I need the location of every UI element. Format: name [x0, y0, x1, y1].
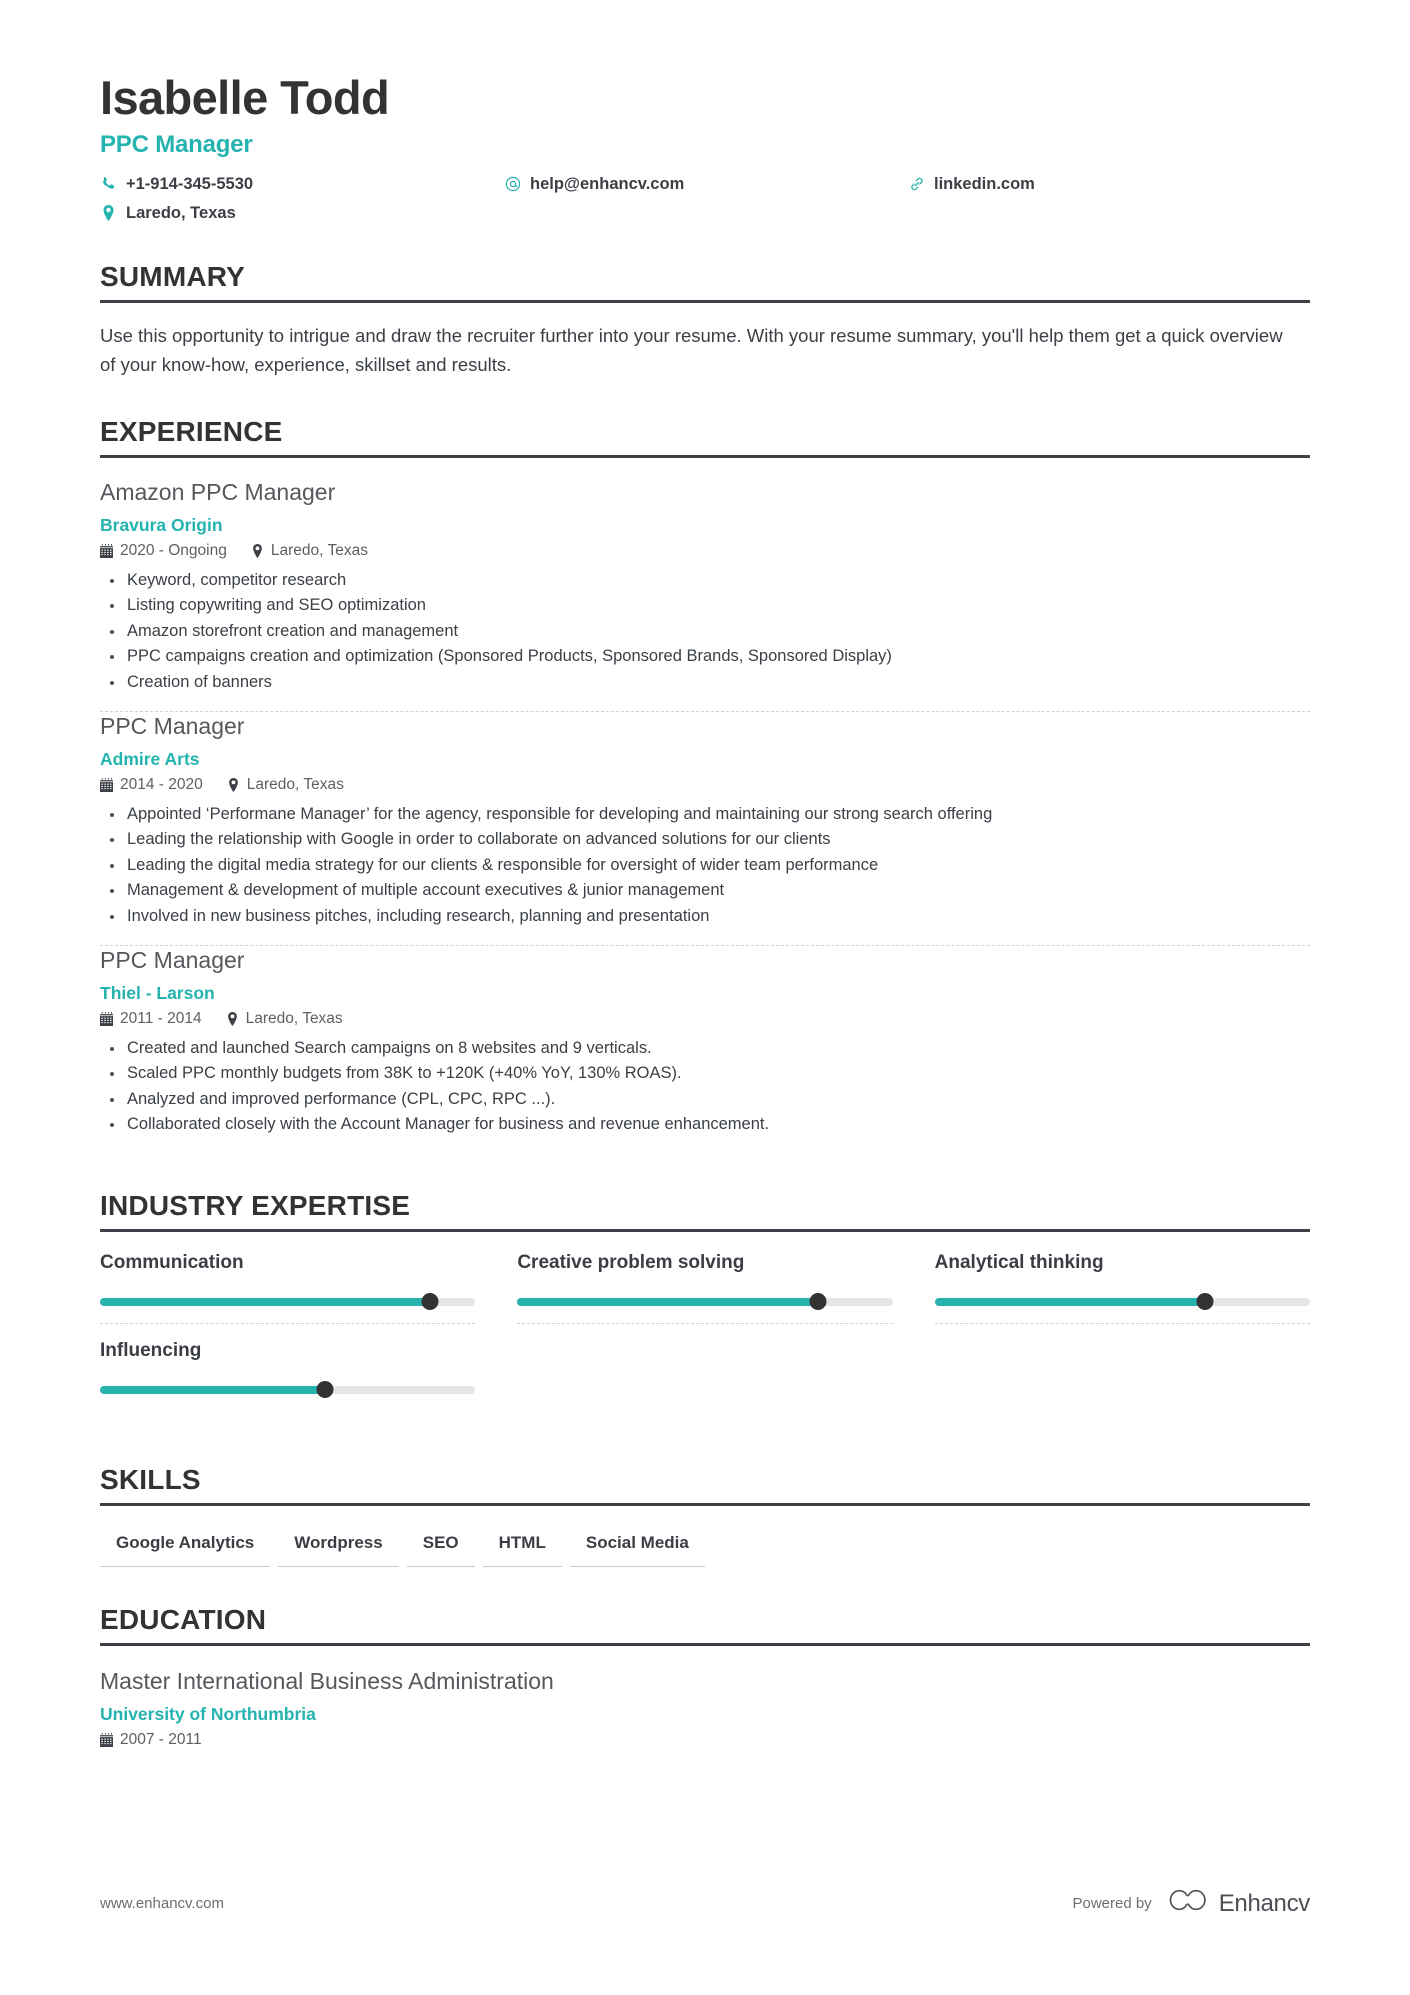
- experience-dates: [100, 1010, 202, 1028]
- experience-bullets: [100, 568, 1310, 695]
- section-heading-education: EDUCATION: [100, 1603, 267, 1635]
- powered-by-label: Powered by: [1072, 1895, 1152, 1912]
- calendar-icon: [100, 1733, 113, 1747]
- experience-location: [227, 776, 344, 794]
- list-item: Management & development of multiple account executives & junior management: [100, 878, 1310, 903]
- skill-chip: Wordpress: [278, 1528, 399, 1567]
- education-item: [100, 1667, 1310, 1750]
- experience-item: [100, 478, 1310, 711]
- experience-meta: [100, 542, 1310, 560]
- list-item: Collaborated closely with the Account Manager for business and revenue enhancement.: [100, 1112, 1310, 1137]
- expertise-item: [100, 1252, 475, 1324]
- experience-bullets: [100, 802, 1310, 929]
- phone-icon: [100, 176, 117, 191]
- experience-meta: [100, 776, 1310, 794]
- section-divider: [100, 300, 1310, 303]
- list-item: Leading the relationship with Google in order to collaborate on advanced solutions for our clients: [100, 827, 1310, 852]
- education-list: [100, 1667, 1310, 1750]
- experience-location: [226, 1010, 343, 1028]
- list-item: Appointed ‘Performane Manager’ for the agency, responsible for developing and maintaining our strong search offering: [100, 802, 1310, 827]
- location-icon: [100, 205, 117, 221]
- skill-chip: HTML: [483, 1528, 562, 1567]
- experience-dates-value: 2011 - 2014: [120, 1009, 202, 1027]
- list-item: Listing copywriting and SEO optimization: [100, 593, 1310, 618]
- education-dates-value: 2007 - 2011: [120, 1731, 202, 1749]
- experience-location-value: Laredo, Texas: [246, 775, 344, 793]
- slider-knob[interactable]: [317, 1381, 334, 1398]
- expertise-item: [100, 1340, 475, 1411]
- contact-phone-value: +1-914-345-5530: [126, 174, 254, 193]
- slider-fill: [935, 1298, 1205, 1306]
- experience-dates-value: 2014 - 2020: [120, 775, 203, 793]
- list-item: Created and launched Search campaigns on 8 websites and 9 verticals.: [100, 1036, 1310, 1061]
- experience-meta: [100, 1010, 1310, 1028]
- expertise-slider[interactable]: [935, 1293, 1310, 1309]
- expertise-item: [935, 1252, 1310, 1324]
- section-divider: [100, 1229, 1310, 1232]
- list-item: PPC campaigns creation and optimization (Sponsored Products, Sponsored Brands, Sponsored Display): [100, 644, 1310, 669]
- section-heading-skills: SKILLS: [100, 1463, 201, 1495]
- skills-list: [100, 1528, 1310, 1567]
- calendar-icon: [100, 778, 113, 792]
- section-skills: [100, 1465, 1310, 1567]
- expertise-label: Communication: [100, 1252, 244, 1274]
- enhancv-logo: [1166, 1888, 1310, 1919]
- experience-job-title: PPC Manager: [100, 946, 245, 973]
- experience-bullets: [100, 1036, 1310, 1138]
- experience-dates: [100, 542, 227, 560]
- page-title: Isabelle Todd: [100, 71, 390, 124]
- experience-dates-value: 2020 - Ongoing: [120, 541, 227, 559]
- experience-job-title: PPC Manager: [100, 713, 245, 740]
- contact-location: [100, 202, 504, 224]
- location-icon: [227, 778, 240, 792]
- section-heading-summary: SUMMARY: [100, 261, 246, 293]
- experience-location-value: Laredo, Texas: [245, 1009, 343, 1027]
- experience-location: [251, 542, 368, 560]
- list-item: Scaled PPC monthly budgets from 38K to +120K (+40% YoY, 130% ROAS).: [100, 1061, 1310, 1086]
- contact-phone[interactable]: [100, 173, 504, 195]
- section-heading-experience: EXPERIENCE: [100, 416, 283, 448]
- enhancv-mark-icon: [1166, 1888, 1210, 1919]
- experience-location-value: Laredo, Texas: [270, 541, 368, 559]
- expertise-slider[interactable]: [517, 1293, 892, 1309]
- section-divider: [100, 455, 1310, 458]
- footer-branding: [1072, 1888, 1310, 1919]
- contact-email-value: help@enhancv.com: [530, 174, 685, 193]
- education-school: University of Northumbria: [100, 1704, 316, 1725]
- section-summary: [100, 262, 1310, 379]
- skill-chip: SEO: [407, 1528, 475, 1567]
- education-dates: [100, 1731, 202, 1749]
- list-item: Analyzed and improved performance (CPL, CPC, RPC ...).: [100, 1087, 1310, 1112]
- expertise-slider[interactable]: [100, 1293, 475, 1309]
- experience-list: [100, 478, 1310, 1153]
- skill-chip: Google Analytics: [100, 1528, 270, 1567]
- experience-company: Thiel - Larson: [100, 982, 215, 1003]
- slider-fill: [517, 1298, 817, 1306]
- contact-linkedin[interactable]: [908, 173, 1310, 195]
- job-title-subtitle: PPC Manager: [100, 130, 253, 158]
- section-industry-expertise: [100, 1191, 1310, 1426]
- expertise-item: [517, 1252, 892, 1324]
- list-item: Keyword, competitor research: [100, 568, 1310, 593]
- experience-dates: [100, 776, 203, 794]
- resume-header: [100, 0, 1310, 224]
- footer-website[interactable]: www.enhancv.com: [100, 1895, 224, 1912]
- slider-fill: [100, 1298, 430, 1306]
- list-item: Amazon storefront creation and management: [100, 619, 1310, 644]
- contact-email[interactable]: [504, 173, 908, 195]
- expertise-slider[interactable]: [100, 1381, 475, 1397]
- location-icon: [226, 1012, 239, 1026]
- education-meta: [100, 1731, 1310, 1749]
- skill-chip: Social Media: [570, 1528, 705, 1567]
- contact-linkedin-value: linkedin.com: [934, 174, 1035, 193]
- slider-knob[interactable]: [422, 1293, 439, 1310]
- section-divider: [100, 1503, 1310, 1506]
- expertise-label: Analytical thinking: [934, 1252, 1104, 1274]
- section-experience: [100, 417, 1310, 1153]
- list-item: Leading the digital media strategy for our clients & responsible for oversight of wider team performance: [100, 853, 1310, 878]
- section-divider: [100, 1643, 1310, 1646]
- slider-fill: [100, 1386, 325, 1394]
- section-education: [100, 1605, 1310, 1750]
- education-degree: Master International Business Administration: [100, 1667, 554, 1694]
- list-item: Creation of banners: [100, 670, 1310, 695]
- experience-item: [100, 712, 1310, 945]
- expertise-label: Creative problem solving: [517, 1252, 745, 1274]
- expertise-label: Influencing: [100, 1340, 202, 1362]
- contact-details: [100, 173, 1310, 225]
- calendar-icon: [100, 544, 113, 558]
- slider-knob[interactable]: [809, 1293, 826, 1310]
- experience-item: [100, 946, 1310, 1154]
- summary-text: Use this opportunity to intrigue and draw the recruiter further into your resume. With your resume summary, you'll help them get a quick overview of your know-how, experience, skillset and results.: [100, 324, 1283, 375]
- location-icon: [251, 544, 264, 558]
- slider-knob[interactable]: [1196, 1293, 1213, 1310]
- section-heading-expertise: INDUSTRY EXPERTISE: [100, 1190, 411, 1222]
- experience-company: Bravura Origin: [100, 514, 223, 535]
- experience-company: Admire Arts: [100, 748, 200, 769]
- link-icon: [908, 176, 925, 192]
- experience-job-title: Amazon PPC Manager: [100, 479, 336, 506]
- enhancv-wordmark: Enhancv: [1218, 1889, 1310, 1917]
- expertise-grid: [100, 1252, 1310, 1427]
- page-footer: [100, 1888, 1310, 1919]
- contact-location-value: Laredo, Texas: [126, 203, 236, 222]
- calendar-icon: [100, 1012, 113, 1026]
- list-item: Involved in new business pitches, including research, planning and presentation: [100, 904, 1310, 929]
- email-icon: [504, 176, 521, 192]
